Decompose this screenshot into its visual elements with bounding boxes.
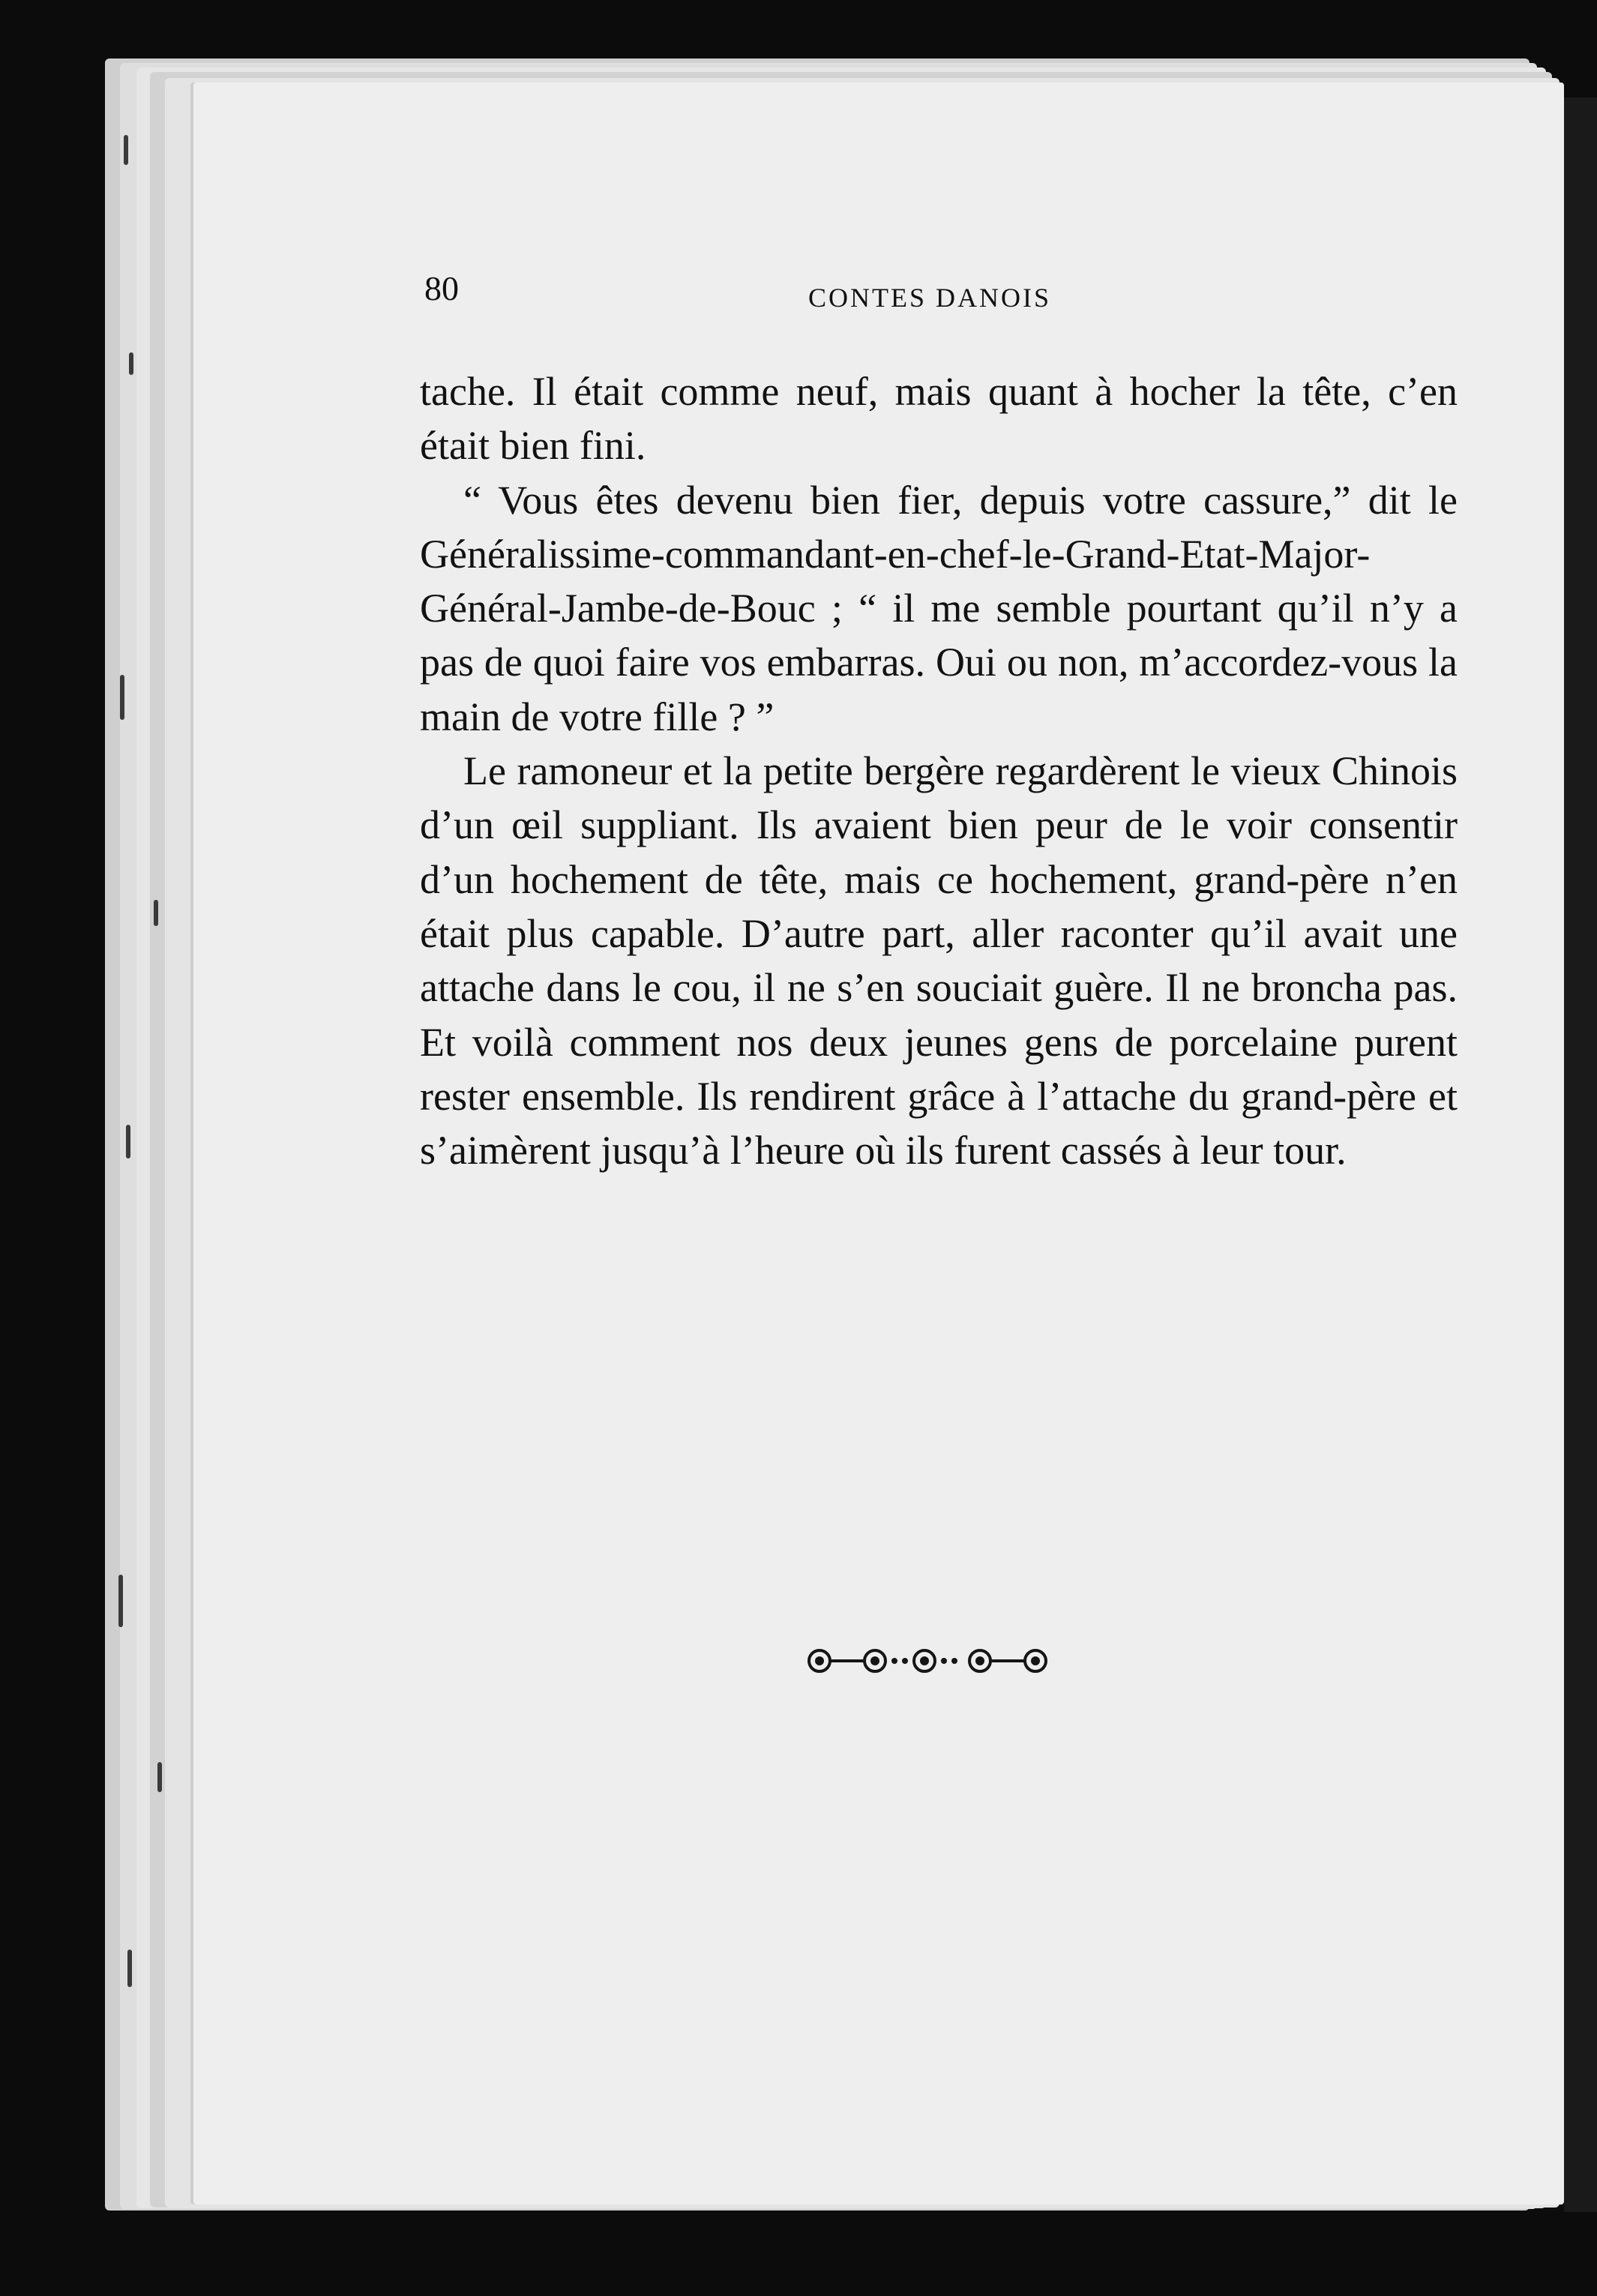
body-text bbox=[420, 364, 1458, 1177]
page-number: 80 bbox=[424, 269, 459, 307]
scan-speck bbox=[154, 900, 158, 926]
scan-speck bbox=[129, 352, 133, 375]
scan-speck bbox=[157, 1762, 162, 1792]
scan-speck bbox=[120, 675, 124, 720]
paragraph: “ Vous êtes devenu bien fier, depuis votre cassure,” dit le Généralissime-commandant-en-chef-le-Grand-Etat-Major-Général-Jambe-de-Bouc ; “ il me semble pourtant qu’il n’y a pas de quoi faire vos embarras. Oui ou non, m’accordez-vous la main de votre fille ? ” bbox=[420, 477, 1458, 739]
scan-speck bbox=[127, 1950, 132, 1987]
binding-shadow bbox=[1564, 97, 1597, 2212]
paragraph: tache. Il était comme neuf, mais quant à hocher la tête, c’en était bien fini. bbox=[420, 369, 1458, 469]
scan-speck bbox=[126, 1125, 130, 1158]
scan-speck bbox=[124, 135, 128, 165]
paragraph: Le ramoneur et la petite bergère regardèrent le vieux Chinois d’un œil suppliant. Ils avaient bien peur de le voir consentir d’un hochement de tête, mais ce hochement, grand-père n’en était plus capable. D’autre part, aller raconter qu’il avait une attache dans le cou, il ne s’en souciait guère. Il ne broncha pas. Et voilà comment nos deux jeunes gens de porcelaine purent rester ensemble. Ils rendirent grâce à l’attache du grand-père et s’aimèrent jusqu’à l’heure où ils furent cassés à leur tour. bbox=[420, 748, 1458, 1173]
running-title: CONTES DANOIS bbox=[808, 283, 1052, 313]
circles-chain-ornament-icon bbox=[806, 1642, 1050, 1680]
scan-speck bbox=[118, 1575, 123, 1627]
